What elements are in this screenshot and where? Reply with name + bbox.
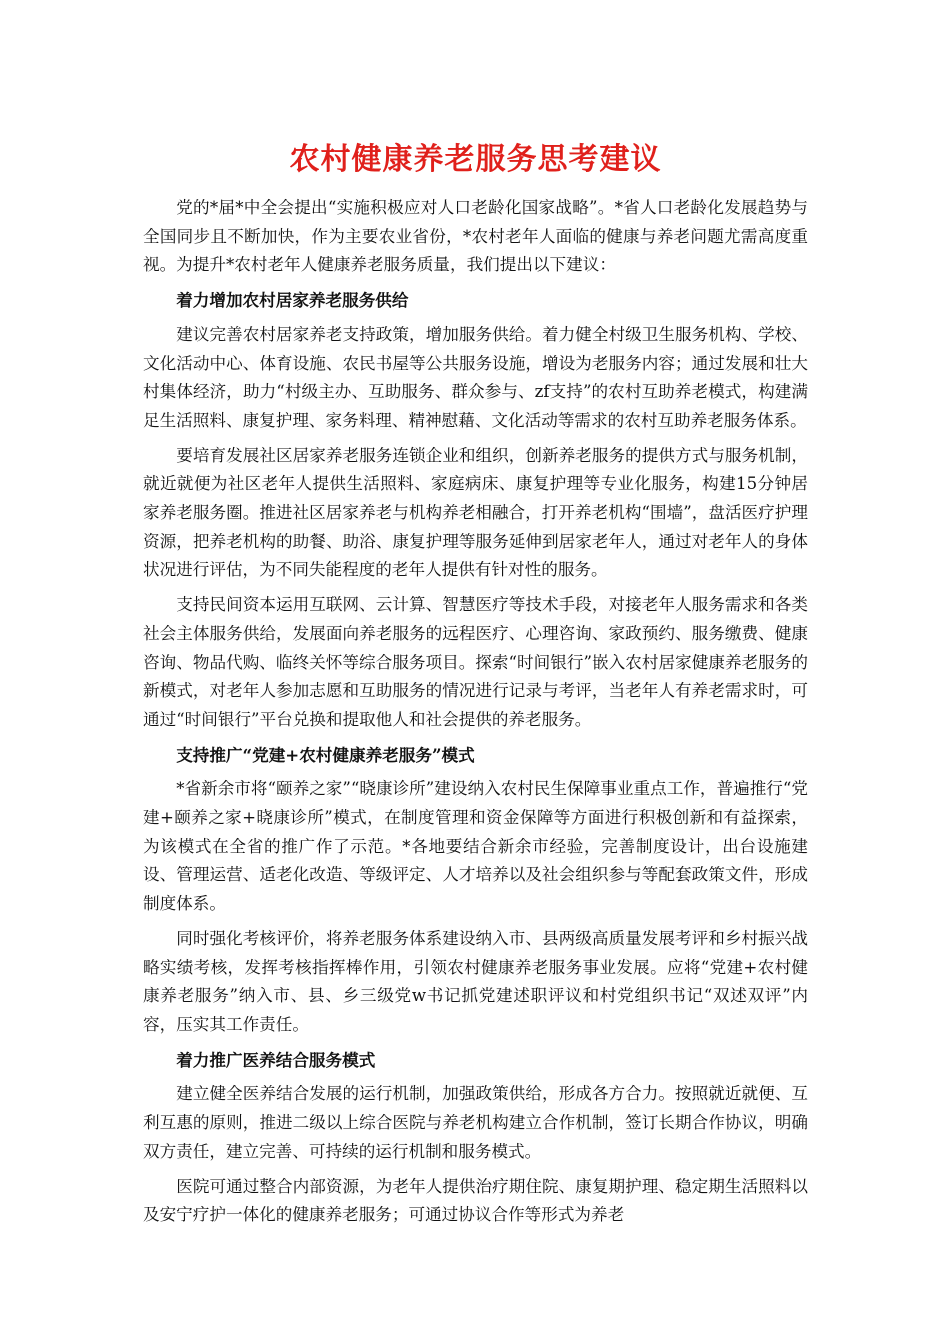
paragraph: 建立健全医养结合发展的运行机制，加强政策供给，形成各方合力。按照就近就便、互利互惠的原则，推进二级以上综合医院与养老机构建立合作机制，签订长期合作协议，明确双方责任，建立完善、可持续的运行机制和服务模式。 [143,1084,808,1161]
paragraph: *省新余市将“颐养之家”“晓康诊所”建设纳入农村民生保障事业重点工作，普遍推行“党建+颐养之家+晓康诊所”模式，在制度管理和资金保障等方面进行积极创新和有益探索，为该模式在全省的推广作了示范。*各地要结合新余市经验，完善制度设计，出台设施建设、管理运营、适老化改造、等级评定、人才培养以及社会组织参与等配套政策文件，形成制度体系。 [143,779,808,914]
paragraph-intro: 党的*届*中全会提出“实施积极应对人口老龄化国家战略”。*省人口老龄化发展趋势与全国同步且不断加快，作为主要农业省份，*农村老年人面临的健康与养老问题尤需高度重视。为提升*农村老年人健康养老服务质量，我们提出以下建议： [143,198,808,275]
section-heading-home-care: 着力增加农村居家养老服务供给 [176,290,409,311]
paragraph: 同时强化考核评价，将养老服务体系建设纳入市、县两级高质量发展考评和乡村振兴战略实绩考核，发挥考核指挥棒作用，引领农村健康养老服务事业发展。应将“党建+农村健康养老服务”纳入市、县、乡三级党w书记抓党建述职评议和村党组织书记“双述双评”内容，压实其工作责任。 [143,928,808,1034]
section-heading-party-building: 支持推广“党建+农村健康养老服务”模式 [176,744,475,765]
paragraph: 医院可通过整合内部资源，为老年人提供治疗期住院、康复期护理、稳定期生活照料以及安宁疗护一体化的健康养老服务；可通过协议合作等形式为养老 [143,1176,808,1225]
paragraph: 要培育发展社区居家养老服务连锁企业和组织，创新养老服务的提供方式与服务机制，就近就便为社区老年人提供生活照料、家庭病床、康复护理等专业化服务，构建15分钟居家养老服务圈。推进社区居家养老与机构养老相融合，打开养老机构“围墙”，盘活医疗护理资源，把养老机构的助餐、助浴、康复护理等服务延伸到居家老年人，通过对老年人的身体状况进行评估，为不同失能程度的老年人提供有针对性的服务。 [143,445,808,580]
paragraph: 支持民间资本运用互联网、云计算、智慧医疗等技术手段，对接老年人服务需求和各类社会主体服务供给，发展面向养老服务的远程医疗、心理咨询、家政预约、服务缴费、健康咨询、物品代购、临终关怀等综合服务项目。探索“时间银行”嵌入农村居家健康养老服务的新模式，对老年人参加志愿和互助服务的情况进行记录与考评，当老年人有养老需求时，可通过“时间银行”平台兑换和提取他人和社会提供的养老服务。 [143,595,808,729]
section-heading-medical-care: 着力推广医养结合服务模式 [176,1049,376,1070]
document-title: 农村健康养老服务思考建议 [289,142,662,177]
paragraph: 建议完善农村居家养老支持政策，增加服务供给。着力健全村级卫生服务机构、学校、文化活动中心、体育设施、农民书屋等公共服务设施，增设为老服务内容；通过发展和壮大村集体经济，助力“村级主办、互助服务、群众参与、zf支持”的农村互助养老模式，构建满足生活照料、康复护理、家务料理、精神慰藉、文化活动等需求的农村互助养老服务体系。 [143,324,808,430]
document-body [143,140,808,1236]
